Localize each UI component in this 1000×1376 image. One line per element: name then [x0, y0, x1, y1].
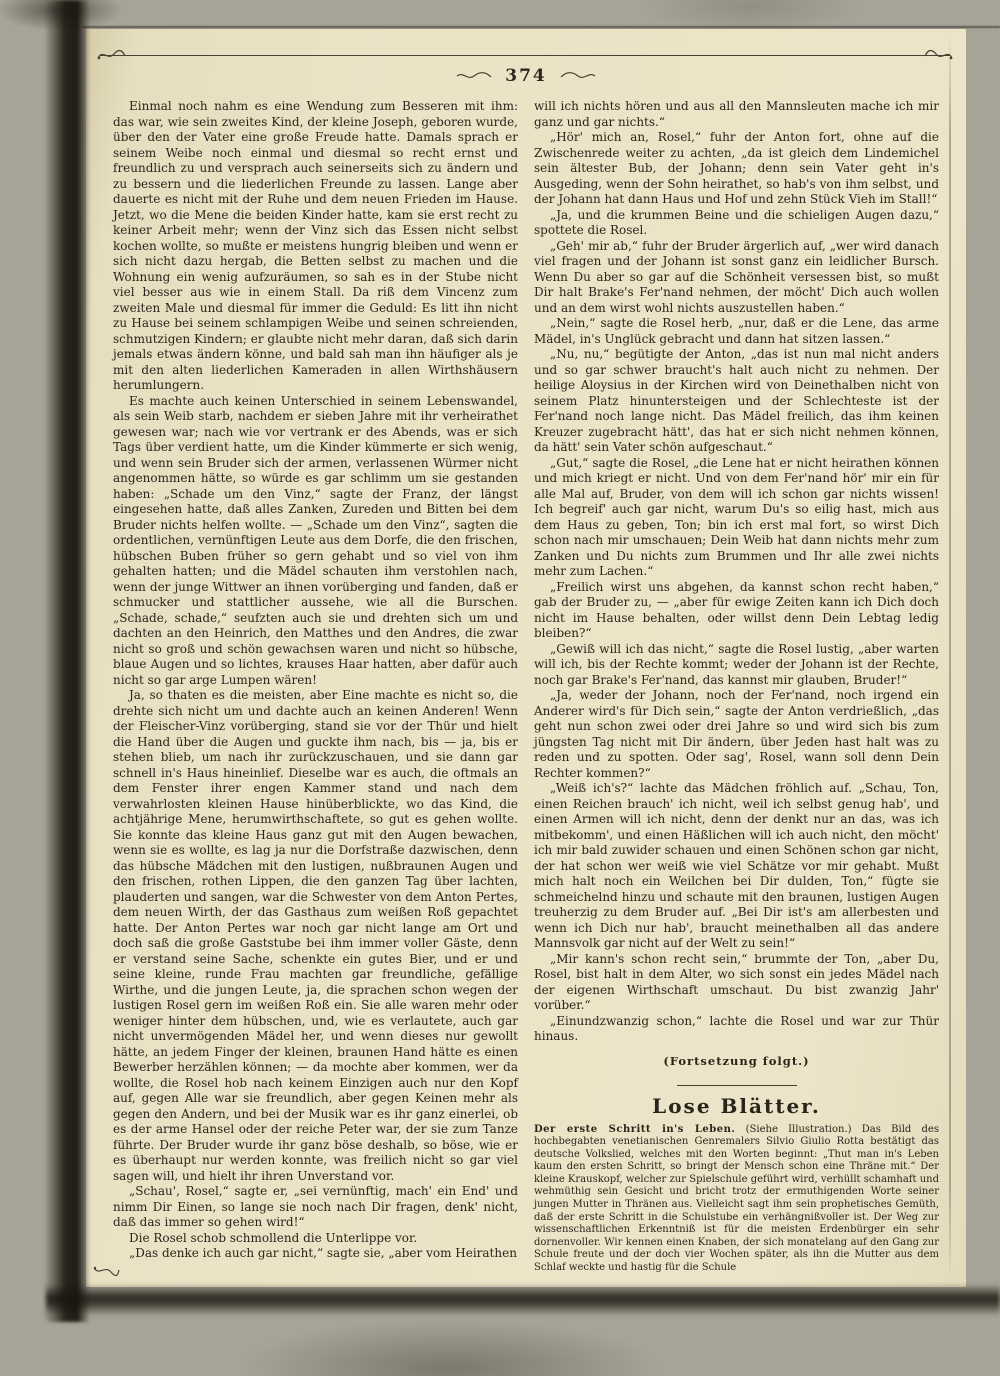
feuilleton-article: [534, 1124, 939, 1275]
story-paragraph: Ja, so thaten es die meisten, aber Eine machte es nicht so, die drehte sich nicht um und dachte auch an keinen Anderen! Wenn der Fleischer-Vinz vorüberging, stand sie vor der Thür und hielt die Hand über die Augen und guckte ihm nach, bis — ja, bis er stehen blieb, um nach ihr zurückzuschauen, und sie dann gar schnell in's Haus hineinlief. Dieselbe war es auch, die oftmals an dem Fenster ihrer engen Kammer stand und nach dem verwahrlosten kleinen Hause hinüberblickte, wo das Kind, die achtjährige Mene, herumwirthschaftete, so gut es gehen wollte. Sie konnte das kleine Haus ganz gut mit den Augen bewachen, wenn sie es wollte, es lag ja nur die Dorfstraße dazwischen, denn das hübsche Mädchen mit den lustigen, nußbraunen Augen und den frischen, rothen Lippen, die den ganzen Tag über lachten, plauderten und sangen, war die Schwester von dem Anton Pertes, dem neuen Wirth, der das Gasthaus zum weißen Roß gepachtet hatte. Der Anton Pertes war noch gar nicht lange am Ort und doch saß die große Gaststube bei ihm immer voller Gäste, denn er verstand seine Sache, schenkte ein gutes Bier, und er und seine kleine, runde Frau machten gar freundliche, gefällige Wirthe, und die jungen Leute, ja, die sprachen schon wegen der lustigen Rosel gern im weißen Roß ein. Sie alle waren mehr oder weniger hinter dem hübschen, und, wie es verlautete, auch gar nicht unvermögenden Mädel her, und wenn dieses nur gewollt hätte, an jedem Finger der kleinen, braunen Hand hätte es einen Bewerber herzählen können; — da mochte aber kommen, wer da wollte, die Rosel hob nach keinem Einzigen auch nur den Kopf auf, gegen Alle war sie freundlich, aber gegen Keinen mehr als gegen den Andern, und bei der Musik war es ihr ganz einerlei, ob es der arme Hansel oder der reiche Peter war, der sie zum Tanze führte. Der Bruder wurde ihr ganz böse deshalb, so böse, wie er es überhaupt nur werden konnte, was freilich nicht so gar viel sagen will, und hielt ihr ihren Unverstand vor.: [113, 688, 518, 1183]
story-paragraph: „Mir kann's schon recht sein,“ brummte der Ton, „aber Du, Rosel, bist halt in dem Alter, wo sich sonst ein jedes Mädel nach der eigenen Wirthschaft umschaut. Du bist zwanzig Jahr' vorüber.“: [534, 951, 939, 1012]
story-paragraph: „Ja, und die krummen Beine und die schieligen Augen dazu,“ spottete die Rosel.: [534, 207, 939, 237]
section-divider: [677, 1085, 797, 1086]
story-paragraph: „Einundzwanzig schon,“ lachte die Rosel und war zur Thür hinaus.: [534, 1013, 939, 1043]
article-lead: Der erste Schritt in's Leben.: [534, 1123, 736, 1135]
story-paragraph: Einmal noch nahm es eine Wendung zum Besseren mit ihm: das war, wie sein zweites Kind, der kleine Joseph, geboren wurde, über den der Vater eine große Freude hatte. Damals sprach er seinem Weibe noch einmal und diesmal so recht ernst und freundlich zu und versprach auch seinerseits sich zu ändern und zu bessern und die liederlichen Freunde zu lassen. Lange aber dauerte es nicht mit der Ruhe und dem neuen Frieden im Hause. Jetzt, wo die Mene die beiden Kinder hatte, kam sie erst recht zu keiner Arbeit mehr; wenn der Vinz sich das Essen nicht selbst kochen wollte, so mußte er meistens hungrig bleiben und wenn er sich nicht dazu hergab, die Betten selbst zu machen und die Wohnung ein wenig aufzuräumen, so sah es in der Stube nicht viel besser aus wie in einem Stall. Da riß dem Vincenz zum zweiten Male und diesmal für immer die Geduld: Es litt ihn nicht zu Hause bei seinem schlampigen Weibe und seinen schreienden, schmutzigen Kindern; er glaubte nicht mehr daran, daß sich darin jemals etwas ändern könne, und bald sah man ihn häufiger als je mit den alten liederlichen Kameraden in allen Wirthshäusern herumlungern.: [113, 99, 518, 392]
story-paragraph: „Geh' mir ab,“ fuhr der Bruder ärgerlich auf, „wer wird danach viel fragen und der Johann ist sonst ganz ein leidlicher Bursch. Wenn Du aber so gar auf die Schönheit versessen bist, so mußt Dir halt Brake's Fer'nand nehmen, der möcht' Dich auch wollen und an dem wirst wohl nichts auszustellen haben.“: [534, 238, 939, 315]
right-column: [534, 99, 939, 1275]
corner-ornament-bottom-left-icon: [92, 1263, 120, 1279]
page-fold-line: [949, 36, 951, 1280]
page-number-text: 374: [505, 65, 547, 86]
story-paragraph: „Schau', Rosel,“ sagte er, „sei vernünftig, mach' ein End' und nimm Dir Einen, so lange sie noch nach Dir fragen, denk' nicht, daß das immer so gehen wird!“: [113, 1184, 518, 1229]
page-number-flourish-left-icon: [456, 70, 492, 82]
scan-top-edge: [82, 26, 1000, 28]
left-column: [113, 99, 518, 1275]
story-paragraph: „Nein,“ sagte die Rosel herb, „nur, daß er die Lene, das arme Mädel, in's Unglück gebracht und dann hat sitzen lassen.“: [534, 316, 939, 346]
story-paragraph: „Hör' mich an, Rosel,“ fuhr der Anton fort, ohne auf die Zwischenrede weiter zu achten, „da ist gleich dem Lindemichel sein ältester Bub, der Johann; denn sein Vater geht in's Ausgeding, wenn der Sohn heirathet, so hab's von ihm selbst, und der Johann hat dann Haus und Hof und zehn Stück Vieh im Stall!“: [534, 130, 939, 206]
section-title: Lose Blätter.: [652, 1094, 821, 1118]
story-paragraph: „Gut,“ sagte die Rosel, „die Lene hat er nicht heirathen können und mich kriegt er nicht. Und von dem Fer'nand hör' mir ein für alle Mal auf, Bruder, von dem will ich schon gar nichts wissen! Ich begreif' auch gar nicht, warum Du's so eilig hast, mich aus dem Haus zu geben, Ton; bin ich erst mal fort, so wirst Dich schon nach mir umschauen; Dein Weib hat dann nichts mehr zum Zanken und Du nichts zum Brummen und Ihr alle zwei nichts mehr zum Lachen.“: [534, 455, 939, 578]
story-paragraph: „Das denke ich auch gar nicht,“ sagte sie, „aber vom Heirathen: [129, 1246, 517, 1260]
story-paragraph: „Freilich wirst uns abgehen, da kannst schon recht haben,“ gab der Bruder zu, — „aber für ewige Zeiten kann ich Dich doch nicht im Hause behalten, oder willst denn Dein Lebtag ledig bleiben?“: [534, 579, 939, 640]
page: [86, 29, 966, 1287]
header-rule: [100, 55, 950, 56]
text-columns: [113, 99, 940, 1275]
story-paragraph: Die Rosel schob schmollend die Unterlippe vor.: [129, 1230, 418, 1245]
story-paragraph: „Weiß ich's?“ lachte das Mädchen fröhlich auf. „Schau, Ton, einen Reichen brauch' ich nicht, weil ich selbst genug hab', und einen Armen will ich nicht, denn der denkt nur an das, was ich mitbekomm', und einen Häßlichen will ich auch nicht, den möcht' ich mir bald zuwider schauen und einen Schönen schon gar nicht, der hat schon wer weiß wie viel Schätze vor mir gehabt. Mußt mich halt noch ein Weilchen bei Dir dulden, Ton,“ fügte sie schmeichelnd hinzu und schaute mit den braunen, lustigen Augen treuherzig zu dem Bruder auf. „Bei Dir ist's am allerbesten und wenn ich Dich nur hab', braucht meinethalben all das andere Mannsvolk gar nicht auf der Welt zu sein!“: [534, 781, 939, 950]
header-ornament-left-icon: [96, 46, 126, 64]
page-number: [86, 65, 966, 86]
story-paragraph: „Nu, nu,“ begütigte der Anton, „das ist nun mal nicht anders und so gar schwer braucht's halt auch nicht zu nehmen. Der heilige Aloysius in der Kirchen wird von Deinethalben nicht von seinem Platz hinuntersteigen und der Schlechteste ist der Fer'nand noch lange nicht. Das Mädel freilich, das ihm keinen Kreuzer zugebracht hätt', das hat er sich nicht nehmen können, da hätt' sein Vater schön aufgeschaut.“: [534, 347, 939, 454]
story-paragraph: Es machte auch keinen Unterschied in seinem Lebenswandel, als sein Weib starb, nachdem er sieben Jahre mit ihr verheirathet gewesen war; nach wie vor vertrank er des Abends, was er sich Tags über verdient hatte, um die Kinder kümmerte er sich wenig, und wenn sein Bruder sich der armen, verlassenen Würmer nicht angenommen hätte, so würde es gar schlimm um sie gestanden haben: „Schade um den Vinz,“ sagte der Franz, der längst eingesehen hatte, daß alles Zanken, Zureden und Bitten bei dem Bruder nichts helfen wollte. — „Schade um den Vinz“, sagten die ordentlichen, vernünftigen Leute aus dem Dorfe, die den frischen, hübschen Buben früher so gern gehabt und so viel von ihm gehalten hatten; und die Mädel schauten ihm verstohlen nach, wenn der junge Wittwer an ihnen vorüberging und fanden, daß er schmucker und stattlicher aussehe, wie all die Burschen. „Schade, schade,“ seufzten auch sie und drehten sich um und dachten an den Heinrich, den Matthes und den Andres, die zwar nicht so groß und schön gewachsen waren und nicht so hübsche, blaue Augen und so lichtes, krauses Haar hatten, aber dafür auch nicht so gar arge Lumpen wären!: [113, 393, 518, 687]
scan-bottom-edge: [46, 1284, 1000, 1316]
story-paragraph: „Gewiß will ich das nicht,“ sagte die Rosel lustig, „aber warten will ich, bis der Rechte kommt; weder der Johann ist der Rechte, noch gar Brake's Fer'nand, das kannst mir glauben, Bruder!“: [534, 641, 939, 687]
article-body: (Siehe Illustration.) Das Bild des hochbegabten venetianischen Genremalers Silvio Giulio Rotta bestätigt das deutsche Volkslied, welches mit den Worten beginnt: „Thut man in's Leben kaum den ersten Schritt, so bringt der Mensch schon eine Thräne mit.“ Der kleine Krauskopf, welcher zur Spielschule geführt wird, verhüllt schamhaft und wehmüthig sein Gesicht und bricht trotz der ermuthigenden Worte seiner jungen Mutter in Thränen aus. Vielleicht sagt ihm sein prophetisches Gemüth, daß der erste Schritt in die Schulstube ein verhängnißvoller ist. Der Weg zur wissenschaftlichen Erkenntniß ist für die meisten Erdenbürger ein sehr dornenvoller. Wir kennen einen Knaben, der sich monatelang auf den Gang zur Schule freute und der doch vier Wochen später, als ihn die Mutter aus dem Schlaf weckte und hastig für die Schule: [534, 1123, 939, 1274]
story-paragraph: „Ja, weder der Johann, noch der Fer'nand, noch irgend ein Anderer wird's für Dich sein,“ sagte der Anton verdrießlich, „das geht nun schon zwei oder drei Jahre so und wird sich bis zum jüngsten Tag nicht mit Dir ändern, über Jeden hast halt was zu reden und zu spotten. Oder sag', Rosel, wann soll denn Dein Rechter kommen?“: [534, 688, 939, 780]
story-paragraph: will ich nichts hören und aus all den Mannsleuten mache ich mir ganz und gar nichts.“: [534, 99, 939, 129]
continuation-note: (Fortsetzung folgt.): [663, 1053, 810, 1068]
page-number-flourish-right-icon: [560, 70, 596, 82]
scan-gutter-shadow: [44, 0, 90, 1322]
